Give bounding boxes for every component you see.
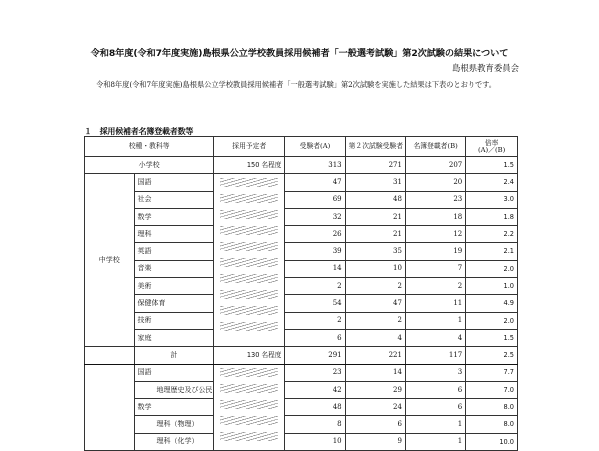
ratio-cell: 8.0 — [466, 399, 518, 416]
registered-cell: 23 — [405, 191, 465, 208]
hatch-mark — [220, 306, 278, 315]
registered-cell: 4 — [405, 329, 465, 346]
second-exam-cell: 24 — [345, 399, 405, 416]
subject-cell: 技術 — [134, 312, 214, 329]
planned-hatch-cell — [214, 364, 285, 450]
hatch-mark — [220, 258, 278, 267]
table-row — [85, 208, 518, 225]
registered-cell: 117 — [405, 347, 465, 364]
ratio-cell: 1.8 — [466, 208, 518, 225]
applicants-cell: 6 — [285, 329, 345, 346]
table-header-row — [85, 137, 518, 157]
applicants-cell: 39 — [285, 243, 345, 260]
subject-cell: 理科（化学） — [134, 433, 214, 450]
hatch-mark — [220, 322, 278, 331]
subject-cell: 国語 — [134, 174, 214, 191]
table-row — [85, 433, 518, 450]
subject-cell: 音楽 — [134, 260, 214, 277]
second-exam-cell: 2 — [345, 278, 405, 295]
school-cell: 小学校 — [85, 157, 214, 174]
table-row — [85, 191, 518, 208]
hatch-mark — [220, 400, 278, 409]
registered-cell: 3 — [405, 364, 465, 381]
hatch-mark — [220, 210, 278, 219]
applicants-cell: 10 — [285, 433, 345, 450]
subject-cell: 美術 — [134, 278, 214, 295]
applicants-cell: 42 — [285, 381, 345, 398]
registered-cell: 6 — [405, 399, 465, 416]
table-row — [85, 157, 518, 174]
planned-hatch-cell — [214, 174, 285, 347]
subject-cell: 国語 — [134, 364, 214, 381]
subject-cell: 数学 — [134, 208, 214, 225]
applicants-cell: 32 — [285, 208, 345, 225]
ratio-cell: 4.9 — [466, 295, 518, 312]
section-heading: １ 採用候補者名簿登載者数等 — [84, 127, 194, 136]
header-applicants: 受験者(A) — [285, 137, 345, 157]
ratio-cell: 2.2 — [466, 226, 518, 243]
hatch-mark — [220, 368, 278, 377]
second-exam-cell: 221 — [345, 347, 405, 364]
table-row — [85, 364, 518, 381]
second-exam-cell: 6 — [345, 416, 405, 433]
header-second-exam: 第２次試験受験者 — [345, 137, 405, 157]
registered-cell: 1 — [405, 416, 465, 433]
registered-cell: 7 — [405, 260, 465, 277]
subject-cell: 理科（物理） — [134, 416, 214, 433]
ratio-cell: 1.5 — [466, 329, 518, 346]
results-table — [84, 136, 518, 451]
registered-cell: 12 — [405, 226, 465, 243]
hatch-column — [214, 365, 284, 445]
hatch-mark — [220, 242, 278, 251]
second-exam-cell: 31 — [345, 174, 405, 191]
ratio-cell: 1.5 — [466, 157, 518, 174]
registered-cell: 20 — [405, 174, 465, 191]
second-exam-cell: 4 — [345, 329, 405, 346]
hatch-mark — [220, 194, 278, 203]
planned-cell: 130 名程度 — [214, 347, 285, 364]
organization-name: 島根県教育委員会 — [452, 63, 519, 73]
second-exam-cell: 14 — [345, 364, 405, 381]
ratio-cell: 3.0 — [466, 191, 518, 208]
hatch-mark — [220, 384, 278, 393]
table-row — [85, 399, 518, 416]
ratio-cell: 1.0 — [466, 278, 518, 295]
subject-cell: 英語 — [134, 243, 214, 260]
ratio-cell: 8.0 — [466, 416, 518, 433]
table-row — [85, 416, 518, 433]
table-row — [85, 174, 518, 191]
second-exam-cell: 29 — [345, 381, 405, 398]
subject-cell: 理科 — [134, 226, 214, 243]
registered-cell: 6 — [405, 381, 465, 398]
hatch-column — [214, 174, 284, 334]
subject-cell: 保健体育 — [134, 295, 214, 312]
table-row — [85, 243, 518, 260]
registered-cell: 19 — [405, 243, 465, 260]
registered-cell: 18 — [405, 208, 465, 225]
planned-cell: 150 名程度 — [214, 157, 285, 174]
school-cell-blank — [85, 364, 135, 450]
applicants-cell: 313 — [285, 157, 345, 174]
ratio-cell: 2.4 — [466, 174, 518, 191]
second-exam-cell: 35 — [345, 243, 405, 260]
table-row — [85, 381, 518, 398]
registered-cell: 11 — [405, 295, 465, 312]
total-label: 計 — [134, 347, 214, 364]
header-ratio-line1: 倍率 — [484, 138, 499, 147]
subject-cell: 数学 — [134, 399, 214, 416]
ratio-cell: 7.0 — [466, 381, 518, 398]
applicants-cell: 48 — [285, 399, 345, 416]
hatch-mark — [220, 226, 278, 235]
total-row — [85, 347, 518, 364]
second-exam-cell: 48 — [345, 191, 405, 208]
second-exam-cell: 2 — [345, 312, 405, 329]
subject-cell: 地理歴史及び公民 — [134, 381, 214, 398]
subject-cell: 家庭 — [134, 329, 214, 346]
second-exam-cell: 9 — [345, 433, 405, 450]
second-exam-cell: 21 — [345, 226, 405, 243]
page-title: 令和8年度(令和7年度実施)島根県公立学校教員採用候補者「一般選考試験」第2次試験の結果について — [90, 48, 509, 59]
ratio-cell: 7.7 — [466, 364, 518, 381]
applicants-cell: 26 — [285, 226, 345, 243]
applicants-cell: 54 — [285, 295, 345, 312]
header-ratio — [466, 137, 518, 157]
applicants-cell: 69 — [285, 191, 345, 208]
registered-cell: 2 — [405, 278, 465, 295]
hatch-mark — [220, 432, 278, 441]
second-exam-cell: 271 — [345, 157, 405, 174]
applicants-cell: 23 — [285, 364, 345, 381]
second-exam-cell: 21 — [345, 208, 405, 225]
applicants-cell: 8 — [285, 416, 345, 433]
table-row — [85, 278, 518, 295]
applicants-cell: 14 — [285, 260, 345, 277]
header-school-subject: 校種・教科等 — [85, 137, 214, 157]
table-row — [85, 226, 518, 243]
second-exam-cell: 47 — [345, 295, 405, 312]
second-exam-cell: 10 — [345, 260, 405, 277]
school-cell-blank — [85, 347, 135, 364]
header-planned: 採用予定者 — [214, 137, 285, 157]
registered-cell: 1 — [405, 312, 465, 329]
registered-cell: 207 — [405, 157, 465, 174]
table-row — [85, 312, 518, 329]
ratio-cell: 10.0 — [466, 433, 518, 450]
header-registered: 名簿登載者(B) — [405, 137, 465, 157]
applicants-cell: 291 — [285, 347, 345, 364]
ratio-cell: 2.1 — [466, 243, 518, 260]
registered-cell: 1 — [405, 433, 465, 450]
table-row — [85, 329, 518, 346]
ratio-cell: 2.5 — [466, 347, 518, 364]
hatch-mark — [220, 290, 278, 299]
applicants-cell: 2 — [285, 278, 345, 295]
intro-text: 令和8年度(令和7年度実施)島根県公立学校教員採用候補者「一般選考試験」第2次試験を実施した結果は下表のとおりです。 — [96, 80, 496, 89]
header-ratio-line2: (A)／(B) — [477, 145, 506, 154]
applicants-cell: 47 — [285, 174, 345, 191]
table-row — [85, 260, 518, 277]
subject-cell: 社会 — [134, 191, 214, 208]
hatch-mark — [220, 416, 278, 425]
hatch-mark — [220, 274, 278, 283]
hatch-mark — [220, 178, 278, 187]
applicants-cell: 2 — [285, 312, 345, 329]
table-row — [85, 295, 518, 312]
ratio-cell: 2.0 — [466, 312, 518, 329]
ratio-cell: 2.0 — [466, 260, 518, 277]
school-cell: 中学校 — [85, 174, 135, 347]
